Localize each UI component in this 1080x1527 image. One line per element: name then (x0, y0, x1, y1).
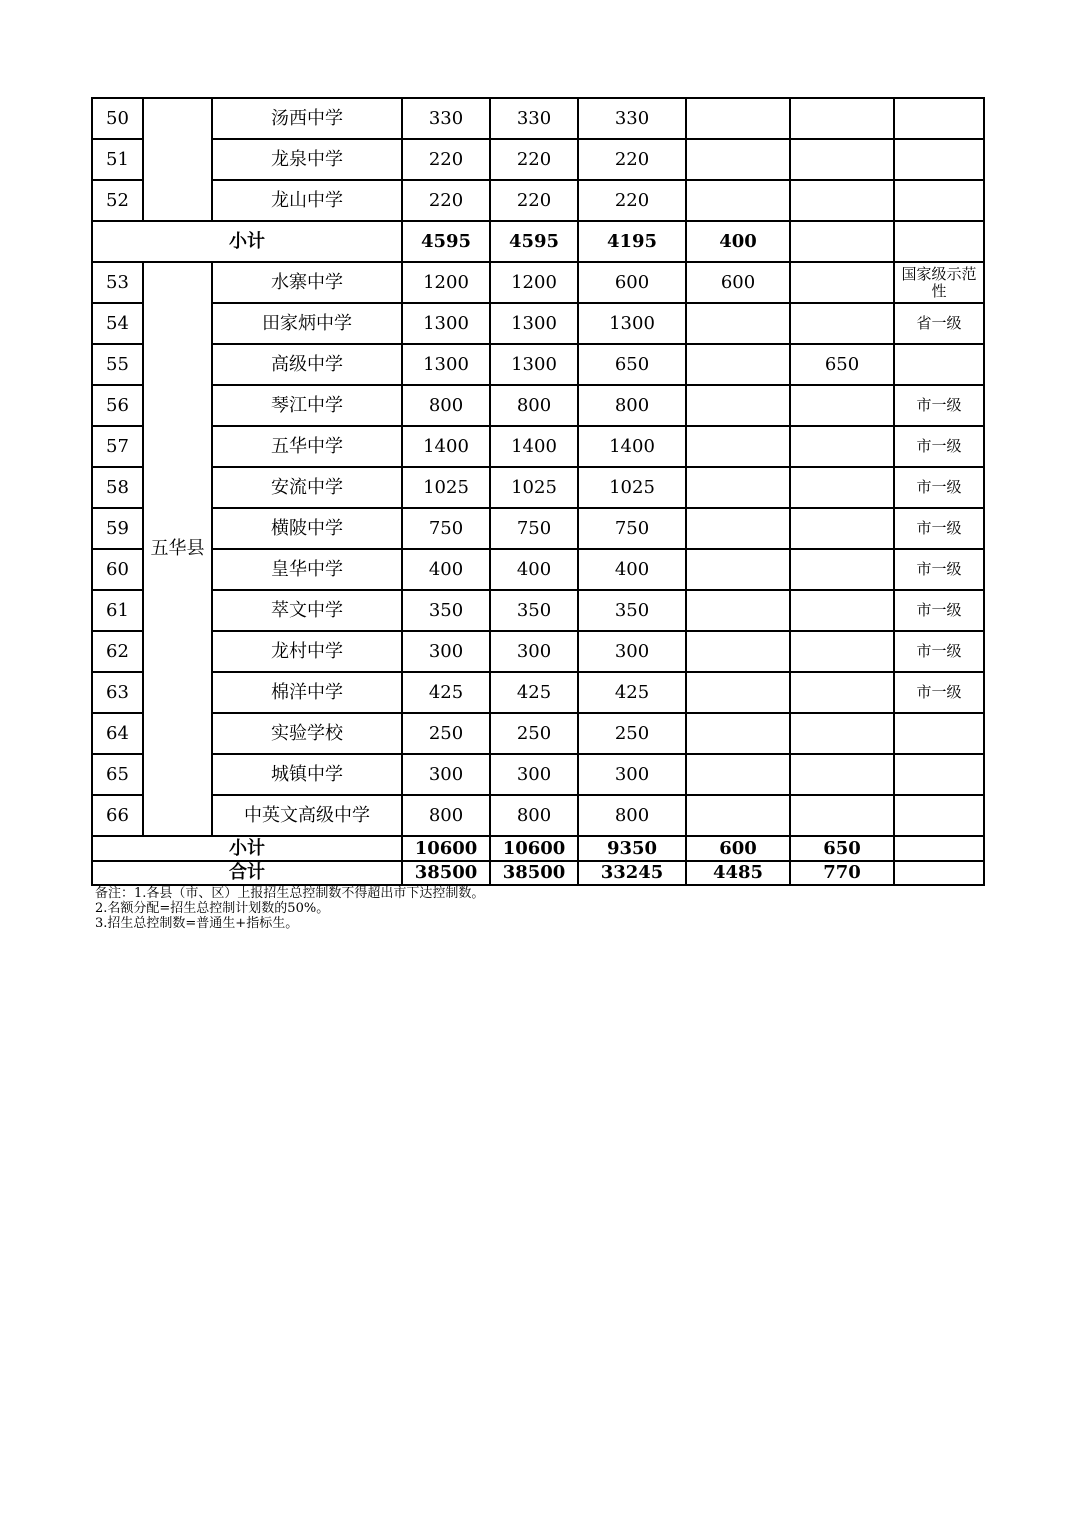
indicator-students (686, 549, 790, 590)
allocation-quota: 1200 (490, 262, 578, 303)
other-quota (790, 590, 894, 631)
school-level-note (894, 795, 984, 836)
table-row (92, 467, 984, 508)
total-quota: 38500 (402, 861, 490, 885)
allocation-quota: 1300 (490, 344, 578, 385)
row-number: 57 (92, 426, 143, 467)
indicator-students: 400 (686, 221, 790, 262)
indicator-students: 600 (686, 836, 790, 861)
other-quota (790, 549, 894, 590)
regular-students: 1400 (578, 426, 686, 467)
allocation-quota: 220 (490, 139, 578, 180)
allocation-quota: 250 (490, 713, 578, 754)
grand-total-row-label: 合计 (92, 861, 402, 885)
regular-students: 9350 (578, 836, 686, 861)
regular-students: 800 (578, 385, 686, 426)
other-quota: 770 (790, 861, 894, 885)
regular-students: 800 (578, 795, 686, 836)
allocation-quota: 38500 (490, 861, 578, 885)
total-quota: 1300 (402, 303, 490, 344)
table-row (92, 795, 984, 836)
regular-students: 425 (578, 672, 686, 713)
allocation-quota: 220 (490, 180, 578, 221)
other-quota (790, 426, 894, 467)
indicator-students (686, 754, 790, 795)
other-quota: 650 (790, 344, 894, 385)
table-row (92, 672, 984, 713)
school-level-note (894, 754, 984, 795)
row-number: 55 (92, 344, 143, 385)
row-number: 52 (92, 180, 143, 221)
school-level-note (894, 180, 984, 221)
other-quota (790, 672, 894, 713)
other-quota (790, 221, 894, 262)
total-quota: 4595 (402, 221, 490, 262)
row-number: 53 (92, 262, 143, 303)
table-row (92, 139, 984, 180)
table-row (92, 631, 984, 672)
total-quota: 220 (402, 139, 490, 180)
total-quota: 330 (402, 98, 490, 139)
table-row (92, 385, 984, 426)
allocation-quota: 300 (490, 631, 578, 672)
table-row (92, 262, 984, 303)
indicator-students (686, 713, 790, 754)
total-quota: 1300 (402, 344, 490, 385)
table-row (92, 713, 984, 754)
indicator-students: 4485 (686, 861, 790, 885)
school-level-note: 国家级示范性 (894, 262, 984, 303)
regular-students: 1025 (578, 467, 686, 508)
allocation-quota: 350 (490, 590, 578, 631)
school-level-note: 市一级 (894, 549, 984, 590)
school-level-note (894, 221, 984, 262)
school-name: 田家炳中学 (212, 303, 402, 344)
indicator-students (686, 98, 790, 139)
total-quota: 220 (402, 180, 490, 221)
quota-table (91, 97, 985, 886)
school-level-note (894, 861, 984, 885)
regular-students: 33245 (578, 861, 686, 885)
school-name: 棉洋中学 (212, 672, 402, 713)
total-quota: 350 (402, 590, 490, 631)
total-quota: 1025 (402, 467, 490, 508)
table-row (92, 426, 984, 467)
indicator-students (686, 631, 790, 672)
school-level-note (894, 98, 984, 139)
subtotal-row-label: 小计 (92, 221, 402, 262)
allocation-quota: 1025 (490, 467, 578, 508)
school-name: 高级中学 (212, 344, 402, 385)
row-number: 65 (92, 754, 143, 795)
indicator-students (686, 508, 790, 549)
other-quota (790, 754, 894, 795)
indicator-students (686, 426, 790, 467)
indicator-students (686, 303, 790, 344)
school-name: 龙泉中学 (212, 139, 402, 180)
table-row (92, 98, 984, 139)
allocation-quota: 800 (490, 795, 578, 836)
regular-students: 600 (578, 262, 686, 303)
allocation-quota: 330 (490, 98, 578, 139)
school-level-note (894, 139, 984, 180)
row-number: 56 (92, 385, 143, 426)
grand-total-row (92, 861, 984, 885)
allocation-quota: 800 (490, 385, 578, 426)
other-quota (790, 795, 894, 836)
row-number: 61 (92, 590, 143, 631)
row-number: 62 (92, 631, 143, 672)
total-quota: 400 (402, 549, 490, 590)
allocation-quota: 1300 (490, 303, 578, 344)
total-quota: 300 (402, 754, 490, 795)
allocation-quota: 1400 (490, 426, 578, 467)
school-name: 实验学校 (212, 713, 402, 754)
other-quota (790, 385, 894, 426)
school-name: 中英文高级中学 (212, 795, 402, 836)
school-name: 横陂中学 (212, 508, 402, 549)
table-row (92, 508, 984, 549)
indicator-students (686, 590, 790, 631)
other-quota (790, 467, 894, 508)
allocation-quota: 425 (490, 672, 578, 713)
school-level-note: 市一级 (894, 426, 984, 467)
regular-students: 220 (578, 139, 686, 180)
row-number: 54 (92, 303, 143, 344)
regular-students: 300 (578, 754, 686, 795)
regular-students: 650 (578, 344, 686, 385)
table-row (92, 754, 984, 795)
other-quota: 650 (790, 836, 894, 861)
regular-students: 400 (578, 549, 686, 590)
total-quota: 800 (402, 385, 490, 426)
regular-students: 330 (578, 98, 686, 139)
footnote-3: 3.招生总控制数=普通生+指标生。 (95, 916, 299, 931)
school-level-note: 市一级 (894, 672, 984, 713)
other-quota (790, 98, 894, 139)
regular-students: 220 (578, 180, 686, 221)
table-row (92, 549, 984, 590)
regular-students: 1300 (578, 303, 686, 344)
school-name: 萃文中学 (212, 590, 402, 631)
row-number: 51 (92, 139, 143, 180)
other-quota (790, 180, 894, 221)
other-quota (790, 631, 894, 672)
school-name: 五华中学 (212, 426, 402, 467)
indicator-students (686, 467, 790, 508)
subtotal-row-label: 小计 (92, 836, 402, 861)
row-number: 60 (92, 549, 143, 590)
row-number: 64 (92, 713, 143, 754)
regular-students: 250 (578, 713, 686, 754)
indicator-students (686, 795, 790, 836)
total-quota: 1200 (402, 262, 490, 303)
school-name: 龙村中学 (212, 631, 402, 672)
total-quota: 1400 (402, 426, 490, 467)
footnote-2: 2.名额分配=招生总控制计划数的50%。 (95, 901, 330, 916)
indicator-students: 600 (686, 262, 790, 303)
county-cell-blank (143, 98, 212, 221)
county-name: 五华县 (143, 262, 212, 836)
school-level-note: 市一级 (894, 385, 984, 426)
subtotal-row (92, 221, 984, 262)
table-row (92, 303, 984, 344)
row-number: 63 (92, 672, 143, 713)
school-name: 琴江中学 (212, 385, 402, 426)
school-name: 皇华中学 (212, 549, 402, 590)
row-number: 66 (92, 795, 143, 836)
allocation-quota: 400 (490, 549, 578, 590)
total-quota: 300 (402, 631, 490, 672)
school-level-note (894, 836, 984, 861)
school-name: 城镇中学 (212, 754, 402, 795)
total-quota: 425 (402, 672, 490, 713)
indicator-students (686, 672, 790, 713)
row-number: 50 (92, 98, 143, 139)
school-level-note (894, 344, 984, 385)
school-level-note: 市一级 (894, 467, 984, 508)
other-quota (790, 303, 894, 344)
regular-students: 350 (578, 590, 686, 631)
school-level-note (894, 713, 984, 754)
school-name: 汤西中学 (212, 98, 402, 139)
other-quota (790, 262, 894, 303)
school-name: 龙山中学 (212, 180, 402, 221)
school-level-note: 市一级 (894, 590, 984, 631)
other-quota (790, 508, 894, 549)
table-row (92, 344, 984, 385)
indicator-students (686, 344, 790, 385)
school-level-note: 省一级 (894, 303, 984, 344)
other-quota (790, 713, 894, 754)
regular-students: 750 (578, 508, 686, 549)
footnote-1: 备注：1.各县（市、区）上报招生总控制数不得超出市下达控制数。 (95, 886, 485, 901)
table-row (92, 180, 984, 221)
total-quota: 250 (402, 713, 490, 754)
indicator-students (686, 139, 790, 180)
quota-table-container (91, 97, 985, 886)
table-body (92, 98, 984, 885)
row-number: 59 (92, 508, 143, 549)
regular-students: 4195 (578, 221, 686, 262)
table-row (92, 590, 984, 631)
other-quota (790, 139, 894, 180)
allocation-quota: 300 (490, 754, 578, 795)
school-name: 安流中学 (212, 467, 402, 508)
footnotes (95, 886, 484, 931)
total-quota: 10600 (402, 836, 490, 861)
school-name: 水寨中学 (212, 262, 402, 303)
school-level-note: 市一级 (894, 508, 984, 549)
total-quota: 800 (402, 795, 490, 836)
total-quota: 750 (402, 508, 490, 549)
row-number: 58 (92, 467, 143, 508)
subtotal-row (92, 836, 984, 861)
allocation-quota: 4595 (490, 221, 578, 262)
school-level-note: 市一级 (894, 631, 984, 672)
indicator-students (686, 180, 790, 221)
allocation-quota: 10600 (490, 836, 578, 861)
allocation-quota: 750 (490, 508, 578, 549)
indicator-students (686, 385, 790, 426)
regular-students: 300 (578, 631, 686, 672)
